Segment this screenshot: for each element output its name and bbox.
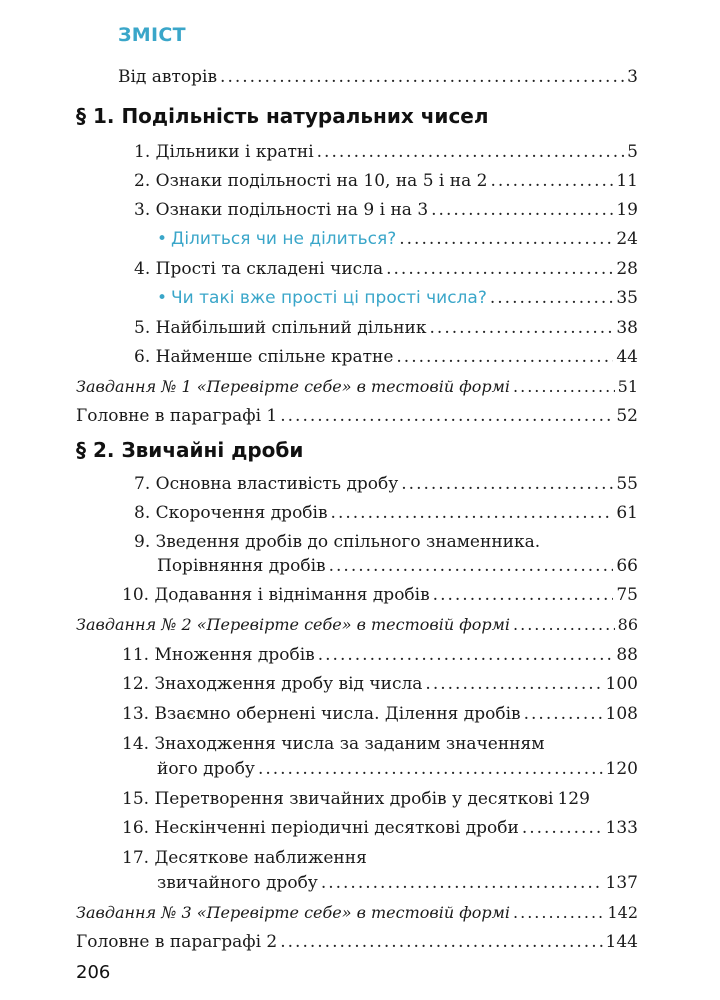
entry-page: 5 bbox=[627, 142, 638, 162]
toc-entry[interactable]: 13. Взаємно обернені числа. Ділення дробів ..... 108 bbox=[122, 703, 638, 725]
entry-page: 35 bbox=[616, 288, 638, 308]
entry-page: 144 bbox=[605, 932, 638, 952]
toc-entry[interactable]: 1. Дільники і кратні ..... 5 bbox=[134, 141, 638, 163]
entry-page: 61 bbox=[616, 503, 638, 523]
entry-title: Завдання № 2 «Перевірте себе» в тестовій формі bbox=[76, 615, 511, 634]
toc-entry-summary[interactable] bbox=[76, 931, 638, 953]
toc-entry-test[interactable] bbox=[76, 376, 638, 398]
entry-title: Прості та складені числа bbox=[155, 259, 384, 279]
entry-title: Ознаки подільності на 10, на 5 і на 2 bbox=[155, 171, 488, 191]
leader-dots bbox=[321, 872, 603, 894]
entry-title: Дільники і кратні bbox=[155, 142, 314, 162]
leader-dots bbox=[513, 614, 615, 636]
toc-title: ЗМІСТ bbox=[118, 24, 186, 46]
section-heading-1: § 1. Подільність натуральних чисел bbox=[76, 104, 489, 128]
bullet-icon: • bbox=[157, 288, 168, 308]
toc-entry[interactable] bbox=[157, 872, 638, 894]
entry-title: його дробу bbox=[157, 759, 255, 779]
leader-dots bbox=[430, 317, 614, 339]
entry-page: 137 bbox=[605, 873, 638, 893]
toc-entry[interactable]: 6. Найменше спільне кратне ..... 44 bbox=[134, 346, 638, 368]
entry-page: 38 bbox=[616, 318, 638, 338]
toc-entry[interactable]: 15. Перетворення звичайних дробів у десяткові 129 bbox=[122, 789, 590, 809]
leader-dots bbox=[399, 228, 613, 250]
entry-title: Множення дробів bbox=[154, 645, 315, 665]
toc-entry[interactable]: 4. Прості та складені числа ..... 28 bbox=[134, 258, 638, 280]
entry-page: 3 bbox=[627, 67, 638, 87]
leader-dots bbox=[524, 703, 603, 725]
leader-dots bbox=[431, 199, 613, 221]
entry-title: Додавання і віднімання дробів bbox=[154, 585, 430, 605]
toc-entry[interactable]: 3. Ознаки подільності на 9 і на 3 ..... 19 bbox=[134, 199, 638, 221]
entry-title: Чи такі вже прості ці прості числа? bbox=[171, 288, 487, 308]
toc-entry-test[interactable] bbox=[76, 614, 638, 636]
entry-title: Найбільший спільний дільник bbox=[155, 318, 427, 338]
entry-page: 28 bbox=[616, 259, 638, 279]
toc-entry-summary[interactable] bbox=[76, 405, 638, 427]
entry-page: 142 bbox=[607, 903, 638, 922]
entry-title: Нескінченні періодичні десяткові дроби bbox=[154, 818, 519, 838]
entry-title: Завдання № 3 «Перевірте себе» в тестовій формі bbox=[76, 903, 511, 922]
entry-title: Від авторів bbox=[118, 67, 218, 87]
toc-entry[interactable]: 5. Найбільший спільний дільник ..... 38 bbox=[134, 317, 638, 339]
entry-title: Десяткове наближення bbox=[154, 848, 367, 868]
leader-dots bbox=[522, 817, 603, 839]
leader-dots bbox=[425, 673, 602, 695]
entry-page: 120 bbox=[605, 759, 638, 779]
entry-page: 108 bbox=[605, 704, 638, 724]
toc-entry-intro[interactable] bbox=[118, 66, 638, 88]
toc-entry[interactable]: 11. Множення дробів ..... 88 bbox=[122, 644, 638, 666]
entry-page: 55 bbox=[616, 474, 638, 494]
leader-dots bbox=[396, 346, 613, 368]
entry-page: 24 bbox=[616, 229, 638, 249]
leader-dots bbox=[490, 287, 614, 309]
leader-dots bbox=[513, 902, 604, 924]
entry-title: Завдання № 1 «Перевірте себе» в тестовій формі bbox=[76, 377, 511, 396]
bullet-icon: • bbox=[157, 229, 168, 249]
leader-dots bbox=[433, 584, 614, 606]
leader-dots bbox=[258, 758, 603, 780]
toc-entry-line1[interactable]: 14. Знаходження числа за заданим значенням bbox=[122, 734, 545, 754]
toc-entry[interactable]: 16. Нескінченні періодичні десяткові дроби ..... 133 bbox=[122, 817, 638, 839]
toc-entry-extra[interactable] bbox=[157, 228, 638, 250]
entry-title: звичайного дробу bbox=[157, 873, 318, 893]
entry-title: Найменше спільне кратне bbox=[155, 347, 394, 367]
leader-dots bbox=[513, 376, 615, 398]
toc-entry-line1[interactable]: 9. Зведення дробів до спільного знаменника. bbox=[134, 532, 541, 552]
entry-title: Основна властивість дробу bbox=[155, 474, 399, 494]
entry-page: 11 bbox=[616, 171, 638, 191]
leader-dots bbox=[318, 644, 614, 666]
toc-entry[interactable]: 7. Основна властивість дробу ..... 55 bbox=[134, 473, 638, 495]
page-number: 206 bbox=[76, 962, 111, 983]
toc-entry[interactable]: 8. Скорочення дробів ..... 61 bbox=[134, 502, 638, 524]
entry-page: 19 bbox=[616, 200, 638, 220]
toc-entry[interactable]: 2. Ознаки подільності на 10, на 5 і на 2 ..... 11 bbox=[134, 170, 638, 192]
leader-dots bbox=[280, 931, 602, 953]
entry-page: 52 bbox=[616, 406, 638, 426]
entry-page: 88 bbox=[616, 645, 638, 665]
entry-title: Взаємно обернені числа. Ділення дробів bbox=[154, 704, 521, 724]
entry-page: 44 bbox=[616, 347, 638, 367]
leader-dots bbox=[329, 555, 614, 577]
entry-page: 100 bbox=[605, 674, 638, 694]
entry-title: Порівняння дробів bbox=[157, 556, 326, 576]
entry-title: Ознаки подільності на 9 і на 3 bbox=[155, 200, 429, 220]
entry-title: Головне в параграфі 1 bbox=[76, 406, 278, 426]
entry-title: Ділиться чи не ділиться? bbox=[171, 229, 397, 249]
leader-dots bbox=[401, 473, 613, 495]
entry-title: Перетворення звичайних дробів у десяткові bbox=[154, 789, 554, 809]
entry-page: 133 bbox=[605, 818, 638, 838]
section-heading-2: § 2. Звичайні дроби bbox=[76, 438, 304, 462]
leader-dots bbox=[220, 66, 624, 88]
entry-title: Знаходження дробу від числа bbox=[154, 674, 423, 694]
leader-dots bbox=[331, 502, 614, 524]
entry-page: 66 bbox=[616, 556, 638, 576]
leader-dots bbox=[490, 170, 613, 192]
leader-dots bbox=[317, 141, 625, 163]
entry-page: 129 bbox=[557, 789, 590, 809]
leader-dots bbox=[280, 405, 613, 427]
toc-entry[interactable] bbox=[157, 758, 638, 780]
leader-dots bbox=[386, 258, 613, 280]
entry-title: Знаходження числа за заданим значенням bbox=[154, 734, 545, 754]
toc-entry-line1[interactable]: 17. Десяткове наближення bbox=[122, 848, 367, 868]
toc-entry[interactable] bbox=[157, 555, 638, 577]
entry-page: 51 bbox=[617, 377, 638, 396]
toc-entry[interactable]: 12. Знаходження дробу від числа ..... 100 bbox=[122, 673, 638, 695]
toc-entry-test[interactable] bbox=[76, 902, 638, 924]
toc-entry-extra[interactable] bbox=[157, 287, 638, 309]
entry-page: 86 bbox=[617, 615, 638, 634]
toc-entry[interactable]: 10. Додавання і віднімання дробів ..... 75 bbox=[122, 584, 638, 606]
entry-title: Зведення дробів до спільного знаменника. bbox=[155, 532, 541, 552]
entry-page: 75 bbox=[616, 585, 638, 605]
entry-title: Скорочення дробів bbox=[155, 503, 328, 523]
entry-title: Головне в параграфі 2 bbox=[76, 932, 278, 952]
